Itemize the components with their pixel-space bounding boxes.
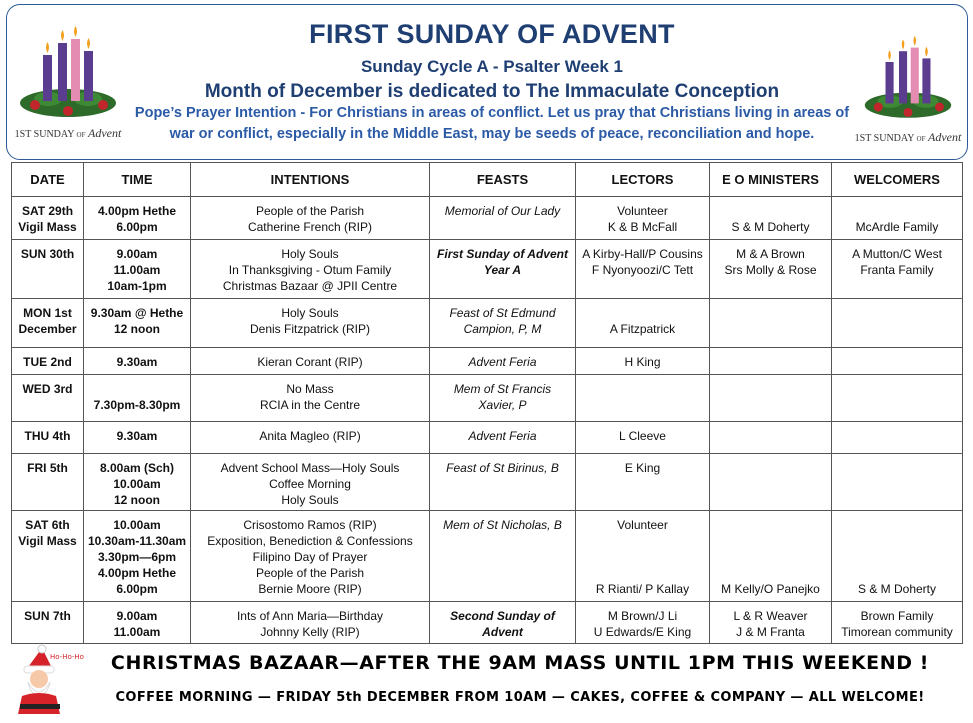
column-header-ministers: E O MINISTERS: [710, 163, 832, 197]
table-row: [12, 299, 963, 348]
date-cell: [12, 422, 84, 454]
intentions-cell: [191, 299, 430, 348]
cell-line: [834, 203, 960, 219]
cell-line: S & M Doherty: [857, 582, 937, 596]
table-row: [12, 375, 963, 422]
lectors-cell: [576, 299, 710, 348]
feasts-cell: [430, 454, 576, 511]
cell-line: 4.00pm Hethe: [97, 204, 177, 218]
cell-line: Volunteer: [617, 204, 668, 218]
cell-line: Coffee Morning: [269, 477, 351, 491]
column-header-feasts: FEASTS: [430, 163, 576, 197]
advent-wreath-icon: [13, 25, 123, 143]
cell-line: Year A: [483, 263, 522, 277]
feasts-cell: [430, 240, 576, 299]
cell-line: 7.30pm-8.30pm: [93, 398, 181, 412]
cell-line: Xavier, P: [478, 398, 527, 412]
cell-line: [712, 533, 829, 549]
time-cell: [84, 348, 191, 375]
cell-line: 11.00am: [113, 263, 161, 277]
cell-line: SUN 30th: [20, 247, 75, 261]
date-cell: [12, 511, 84, 602]
cell-line: 9.30am @ Hethe: [90, 306, 184, 320]
column-header-lectors: LECTORS: [576, 163, 710, 197]
cell-line: M Kelly/O Panejko: [721, 582, 820, 596]
table-header-row: [12, 163, 963, 197]
cell-line: Brown Family: [860, 609, 934, 623]
date-cell: [12, 375, 84, 422]
welcomers-cell: [832, 375, 963, 422]
column-header-welcomers: WELCOMERS: [832, 163, 963, 197]
cell-line: 9.30am: [116, 355, 158, 369]
ministers-cell: [710, 375, 832, 422]
intentions-cell: [191, 197, 430, 240]
cell-line: [834, 533, 960, 549]
santa-speech-text: Ho-Ho-Ho: [50, 653, 84, 661]
welcomers-cell: [832, 422, 963, 454]
dedication-line: Month of December is dedicated to The Immaculate Conception: [204, 81, 780, 102]
date-cell: [12, 240, 84, 299]
cell-line: 3.30pm—6pm: [97, 550, 177, 564]
logo-caption: [13, 126, 123, 141]
cell-line: [86, 381, 188, 397]
table-row: [12, 197, 963, 240]
cell-line: E King: [624, 461, 661, 475]
cell-line: M Brown/J Li: [607, 609, 678, 623]
intentions-cell: [191, 348, 430, 375]
welcomers-cell: [832, 511, 963, 602]
welcomers-cell: [832, 602, 963, 644]
date-cell: [12, 454, 84, 511]
cell-line: H King: [624, 355, 661, 369]
cell-line: THU 4th: [24, 429, 71, 443]
cell-line: [712, 565, 829, 581]
cell-line: Anita Magleo (RIP): [259, 429, 361, 443]
lectors-cell: [576, 375, 710, 422]
cell-line: Holy Souls: [281, 247, 339, 261]
intentions-cell: [191, 375, 430, 422]
cell-line: [578, 549, 707, 565]
cell-line: [712, 203, 829, 219]
welcomers-cell: [832, 299, 963, 348]
time-cell: [84, 375, 191, 422]
cell-line: Advent School Mass—Holy Souls: [220, 461, 400, 475]
cell-line: Exposition, Benediction & Confessions: [207, 534, 413, 548]
date-cell: [12, 197, 84, 240]
cell-line: 10.00am: [113, 477, 161, 491]
ministers-cell: [710, 348, 832, 375]
intentions-cell: [191, 602, 430, 644]
column-header-time: TIME: [84, 163, 191, 197]
table-row: [12, 240, 963, 299]
cell-line: S & M Doherty: [731, 220, 810, 234]
cell-line: [712, 549, 829, 565]
feasts-cell: [430, 375, 576, 422]
logo-caption-word: Advent: [928, 130, 962, 144]
cell-line: Franta Family: [860, 263, 934, 277]
lectors-cell: [576, 197, 710, 240]
prayer-line-1: Pope’s Prayer Intention - For Christians in areas of conflict. Let us pray that Christians living in areas of: [134, 105, 850, 121]
coffee-morning-banner: COFFEE MORNING — FRIDAY 5th DECEMBER FROM 10AM — CAKES, COFFEE & COMPANY — ALL WELCOME!: [115, 690, 925, 705]
cell-line: 10am-1pm: [107, 279, 167, 293]
cell-line: [834, 517, 960, 533]
logo-caption-of: OF: [916, 135, 926, 143]
cell-line: 9.00am: [116, 609, 158, 623]
cell-line: People of the Parish: [255, 204, 365, 218]
cell-line: Bernie Moore (RIP): [258, 582, 362, 596]
logo-caption-prefix: 1ST SUNDAY: [14, 129, 75, 140]
cell-line: December: [18, 322, 77, 336]
logo-caption-prefix: 1ST SUNDAY: [854, 133, 915, 144]
cell-line: FRI 5th: [27, 461, 68, 475]
cell-line: Christmas Bazaar @ JPII Centre: [222, 279, 398, 293]
logo-caption-of: OF: [76, 131, 86, 139]
table-row: [12, 602, 963, 644]
cell-line: MON 1st: [23, 306, 72, 320]
cell-line: 9.30am: [116, 429, 158, 443]
column-header-date: DATE: [12, 163, 84, 197]
lectors-cell: [576, 511, 710, 602]
cell-line: Crisostomo Ramos (RIP): [243, 518, 377, 532]
lectors-cell: [576, 602, 710, 644]
cell-line: Volunteer: [617, 518, 668, 532]
column-header-intentions: INTENTIONS: [191, 163, 430, 197]
cell-line: Kieran Corant (RIP): [257, 355, 363, 369]
cell-line: J & M Franta: [736, 625, 805, 639]
date-cell: [12, 348, 84, 375]
cell-line: TUE 2nd: [23, 355, 72, 369]
cell-line: SUN 7th: [24, 609, 71, 623]
intentions-cell: [191, 454, 430, 511]
date-cell: [12, 602, 84, 644]
feasts-cell: [430, 299, 576, 348]
cell-line: R Rianti/ P Kallay: [595, 582, 690, 596]
cell-line: People of the Parish: [255, 566, 365, 580]
ministers-cell: [710, 454, 832, 511]
cell-line: K & B McFall: [607, 220, 678, 234]
table-row: [12, 511, 963, 602]
cell-line: Ints of Ann Maria—Birthday: [236, 609, 384, 623]
cell-line: SAT 29th: [21, 204, 74, 218]
cell-line: [834, 565, 960, 581]
cell-line: [578, 565, 707, 581]
ministers-cell: [710, 511, 832, 602]
logo-caption-word: Advent: [88, 126, 122, 140]
feasts-cell: [430, 348, 576, 375]
cell-line: 6.00pm: [116, 220, 158, 234]
time-cell: [84, 197, 191, 240]
cell-line: A Mutton/C West: [852, 247, 942, 261]
ministers-cell: [710, 240, 832, 299]
time-cell: [84, 454, 191, 511]
cell-line: RCIA in the Centre: [259, 398, 361, 412]
cell-line: First Sunday of Advent: [437, 247, 568, 261]
time-cell: [84, 240, 191, 299]
cell-line: 12 noon: [113, 322, 160, 336]
cell-line: 10.30am-11.30am: [87, 534, 187, 548]
cell-line: M & A Brown: [736, 247, 805, 261]
bazaar-banner: CHRISTMAS BAZAAR—AFTER THE 9AM MASS UNTIL 1PM THIS WEEKEND !: [110, 652, 930, 674]
cell-line: Holy Souls: [281, 493, 339, 507]
page-title: FIRST SUNDAY OF ADVENT: [309, 19, 675, 49]
intentions-cell: [191, 422, 430, 454]
cell-line: Advent Feria: [468, 355, 537, 369]
cell-line: Second Sunday of: [450, 609, 555, 623]
cell-line: Denis Fitzpatrick (RIP): [249, 322, 371, 336]
time-cell: [84, 511, 191, 602]
lectors-cell: [576, 348, 710, 375]
cell-line: SAT 6th: [25, 518, 70, 532]
feasts-cell: [430, 602, 576, 644]
cell-line: Feast of St Edmund: [449, 306, 556, 320]
advent-wreath-icon: [853, 35, 963, 153]
lectors-cell: [576, 454, 710, 511]
date-cell: [12, 299, 84, 348]
schedule-table: [11, 162, 963, 644]
lectors-cell: [576, 240, 710, 299]
cell-line: Timorean community: [841, 625, 953, 639]
cell-line: Johnny Kelly (RIP): [260, 625, 360, 639]
cell-line: Campion, P, M: [463, 322, 542, 336]
cell-line: WED 3rd: [22, 382, 73, 396]
cell-line: 4.00pm Hethe: [97, 566, 177, 580]
cell-line: [578, 533, 707, 549]
table-row: [12, 348, 963, 375]
santa-claus-icon: [12, 644, 84, 718]
table-row: [12, 422, 963, 454]
cell-line: Catherine French (RIP): [247, 220, 373, 234]
cell-line: Mem of St Francis: [453, 382, 552, 396]
cell-line: Memorial of Our Lady: [444, 204, 561, 218]
cell-line: 6.00pm: [116, 582, 158, 596]
ministers-cell: [710, 422, 832, 454]
welcomers-cell: [832, 240, 963, 299]
cell-line: Mem of St Nicholas, B: [443, 518, 562, 532]
cell-line: 9.00am: [116, 247, 158, 261]
cell-line: Advent Feria: [468, 429, 537, 443]
cycle-subtitle: Sunday Cycle A - Psalter Week 1: [360, 57, 624, 76]
cell-line: [712, 517, 829, 533]
cell-line: 12 noon: [113, 493, 160, 507]
logo-caption: [853, 130, 963, 145]
cell-line: Vigil Mass: [18, 220, 77, 234]
prayer-intention: [119, 103, 865, 145]
time-cell: [84, 422, 191, 454]
cell-line: McArdle Family: [855, 220, 939, 234]
cell-line: A Kirby-Hall/P Cousins: [582, 247, 703, 261]
cell-line: In Thanksgiving - Otum Family: [228, 263, 392, 277]
feasts-cell: [430, 422, 576, 454]
cell-line: L & R Weaver: [733, 609, 808, 623]
cell-line: [578, 305, 707, 321]
welcomers-cell: [832, 348, 963, 375]
table-row: [12, 454, 963, 511]
welcomers-cell: [832, 454, 963, 511]
cell-line: [834, 549, 960, 565]
intentions-cell: [191, 240, 430, 299]
cell-line: Srs Molly & Rose: [724, 263, 817, 277]
cell-line: 10.00am: [113, 518, 161, 532]
feasts-cell: [430, 197, 576, 240]
cell-line: Advent: [482, 625, 523, 639]
cell-line: Filipino Day of Prayer: [252, 550, 368, 564]
cell-line: No Mass: [286, 382, 334, 396]
ministers-cell: [710, 299, 832, 348]
lectors-cell: [576, 422, 710, 454]
header-panel: [6, 4, 968, 160]
cell-line: 11.00am: [113, 625, 161, 639]
cell-line: F Nyonyoozi/C Tett: [591, 263, 694, 277]
time-cell: [84, 299, 191, 348]
feasts-cell: [430, 511, 576, 602]
welcomers-cell: [832, 197, 963, 240]
cell-line: U Edwards/E King: [593, 625, 692, 639]
prayer-line-2: war or conflict, especially in the Middle East, may be seeds of peace, reconciliation and hope.: [169, 126, 815, 142]
ministers-cell: [710, 197, 832, 240]
cell-line: 8.00am (Sch): [99, 461, 175, 475]
cell-line: L Cleeve: [619, 429, 666, 443]
intentions-cell: [191, 511, 430, 602]
cell-line: Feast of St Birinus, B: [446, 461, 559, 475]
ministers-cell: [710, 602, 832, 644]
cell-line: A Fitzpatrick: [609, 322, 676, 336]
time-cell: [84, 602, 191, 644]
cell-line: Vigil Mass: [18, 534, 77, 548]
cell-line: Holy Souls: [281, 306, 339, 320]
